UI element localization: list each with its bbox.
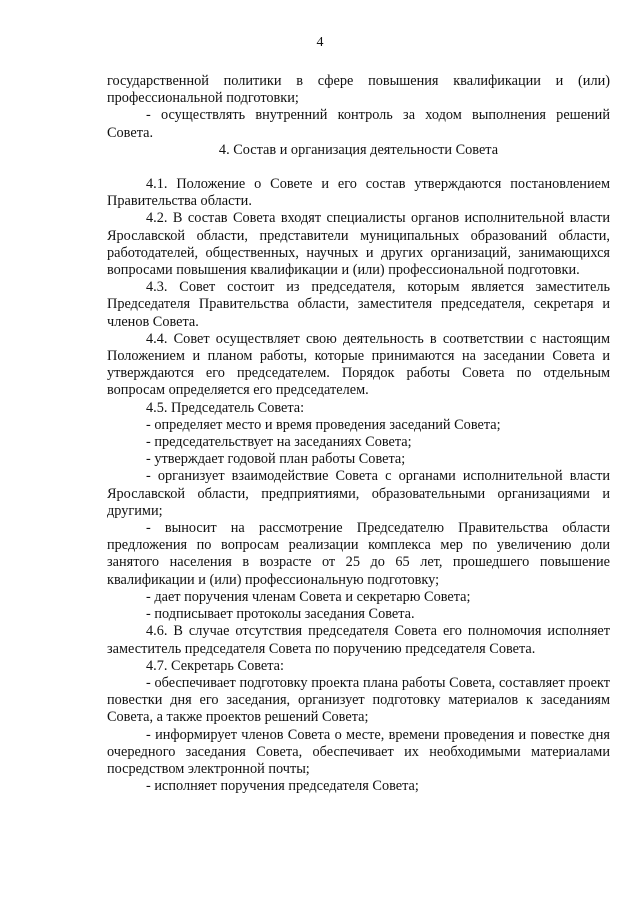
paragraph: 4.7. Секретарь Совета: <box>146 657 284 674</box>
paragraph: 4.1. Положение о Совете и его состав утверждаются постановлением Правительства области. <box>107 176 610 210</box>
paragraph: - осуществлять внутренний контроль за ходом выполнения решений Совета. <box>107 107 610 141</box>
page-number: 4 <box>316 35 324 50</box>
list-item: - обеспечивает подготовку проекта плана работы Совета, составляет проект повестки дня его заседания, организует подготовку материалов к заседаниям Совета, а также проектов решений Совета; <box>107 674 610 726</box>
list-item: - исполняет поручения председателя Совета; <box>146 778 419 795</box>
paragraph: 4.2. В состав Совета входят специалисты органов исполнительной власти Ярославской области, представители муниципальных образований области, работодателей, общественных, научных и других организаций, занимающихся вопросами повышения квалификации и (или) профессиональной подготовки. <box>107 210 610 279</box>
paragraph: 4.5. Председатель Совета: <box>146 399 305 416</box>
list-item: - определяет место и время проведения заседаний Совета; <box>146 416 501 433</box>
paragraph: государственной политики в сфере повышения квалификации и (или) профессиональной подготовки; <box>107 73 610 107</box>
list-item: - утверждает годовой план работы Совета; <box>146 451 406 468</box>
list-item: - подписывает протоколы заседания Совета. <box>146 606 415 623</box>
paragraph: 4.6. В случае отсутствия председателя Совета его полномочия исполняет заместитель председателя Совета по поручению председателя Совета. <box>107 623 610 657</box>
list-item: - председательствует на заседаниях Совета; <box>146 434 412 451</box>
document-body <box>107 73 610 795</box>
paragraph: 4.3. Совет состоит из председателя, которым является заместитель Председателя Правительства области, заместителя председателя, секретаря и членов Совета. <box>107 279 610 330</box>
paragraph: 4.4. Совет осуществляет свою деятельность в соответствии с настоящим Положением и планом работы, которые принимаются на заседании Совета и утверждаются его председателем. Порядок работы Совета по отдельным вопросам определяется его председателем. <box>107 330 610 399</box>
list-item: - организует взаимодействие Совета с органами исполнительной власти Ярославской области, предприятиями, образовательными организациями и другими; <box>107 468 610 519</box>
section-title: 4. Состав и организация деятельности Совета <box>218 141 499 158</box>
list-item: - информирует членов Совета о месте, времени проведения и повестке дня очередного заседания Совета, обеспечивает их необходимыми материалами посредством электронной почты; <box>107 726 610 777</box>
list-item: - выносит на рассмотрение Председателю Правительства области предложения по вопросам реализации комплекса мер по увеличению доли занятого населения в возрасте от 25 до 65 лет, прошедшего повышение квалификации и (или) профессиональную подготовку; <box>107 520 610 588</box>
list-item: - дает поручения членам Совета и секретарю Совета; <box>146 588 471 605</box>
